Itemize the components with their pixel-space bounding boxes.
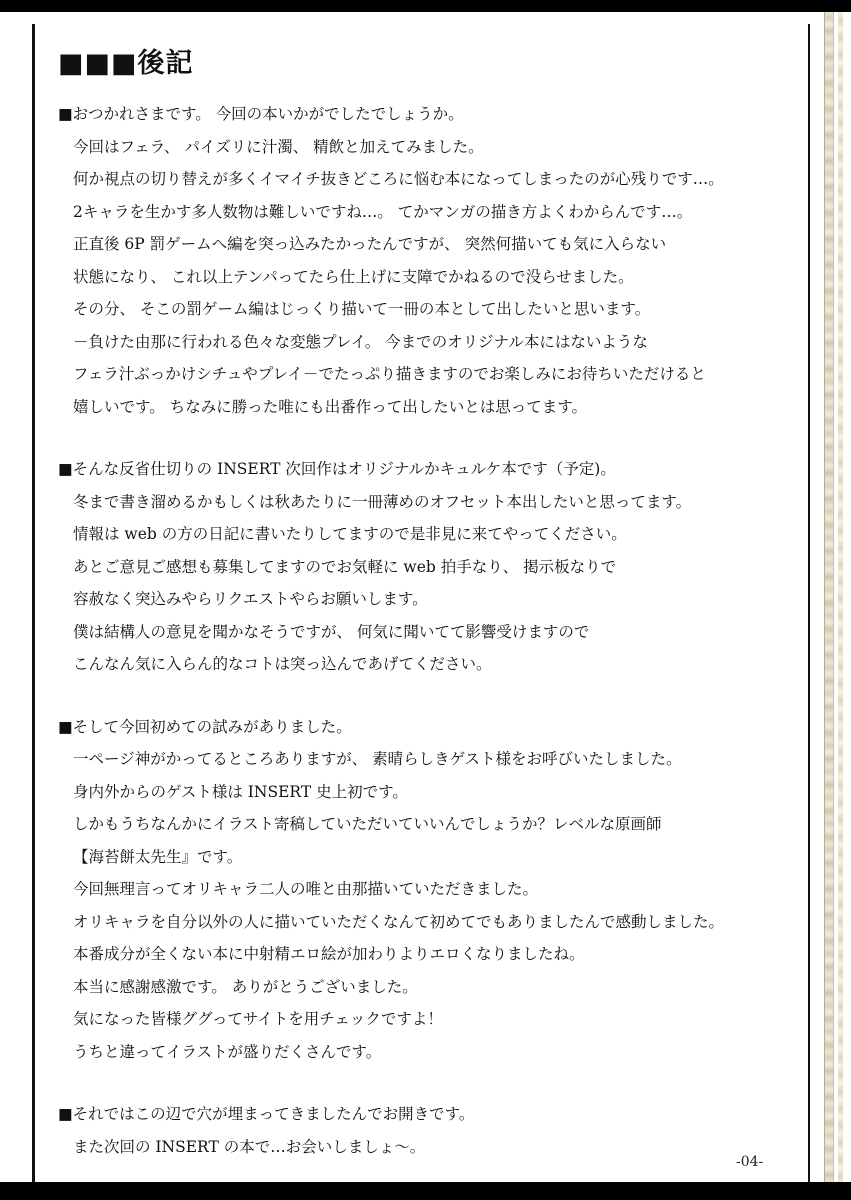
text-line: 気になった皆様ググってサイトを用チェックですよ！	[73, 1010, 443, 1028]
text-line: 本当に感謝感激です。 ありがとうございました。	[73, 977, 418, 996]
text-line: オリキャラを自分以外の人に描いていただくなんて初めてでもありましたんで感動しました。	[73, 912, 725, 931]
section-1	[58, 98, 798, 423]
text-line: ■それではこの辺で穴が埋まってきましたんでお開きです。	[58, 1105, 475, 1123]
text-line: 今回はフェラ、 パイズリに汁濁、 精飲と加えてみました。	[73, 137, 484, 156]
text-line: ■そして今回初めての試みがありました。	[58, 717, 352, 736]
page-edge-strip	[824, 12, 834, 1182]
text-line: 冬まで書き溜めるかもしくは秋あたりに一冊薄めのオフセット本出したいと思ってます。	[73, 492, 692, 511]
page-number: -04-	[736, 1154, 764, 1170]
text-line: ■おつかれさまです。 今回の本いかがでしたでしょうか。	[58, 105, 464, 123]
section-3	[58, 711, 798, 1069]
text-line: 正直後 6P 罰ゲームへ編を突っ込みたかったんですが、 突然何描いても気に入らない	[73, 235, 667, 253]
text-line: 身内外からのゲスト様は INSERT 史上初です。	[73, 782, 408, 801]
text-line: 今回無理言ってオリキャラ二人の唯と由那描いていただきました。	[73, 880, 539, 898]
text-line: 状態になり、 これ以上テンパってたら仕上げに支障でかねるので没らせました。	[73, 267, 634, 286]
text-line: 一ページ神がかってるところありますが、 素晴らしきゲスト様をお呼びいたしました。	[73, 750, 682, 768]
text-line: 情報は web の方の日記に書いたりしてますので是非見に来てやってください。	[73, 525, 627, 543]
text-line: 容赦なく突込みやらリクエストやらお願いします。	[73, 590, 428, 608]
text-line: ■そんな反省仕切りの INSERT 次回作はオリジナルかキュルケ本です（予定)。	[58, 460, 616, 478]
text-line: 嬉しいです。 ちなみに勝った唯にも出番作って出したいとは思ってます。	[73, 397, 587, 416]
page-sheet	[0, 12, 851, 1182]
text-line: 何か視点の切り替えが多くイマイチ抜きどころに悩む本になってしまったのが心残りです…。	[73, 170, 724, 188]
page-edge-strip	[838, 12, 843, 1182]
text-line: 2キャラを生かす多人数物は難しいですね…。 てかマンガの描き方よくわからんです…。	[73, 202, 693, 221]
text-line: また次回の INSERT の本で…お会いしましょ～。	[73, 1137, 426, 1156]
section-2	[58, 453, 798, 681]
text-line: あとご意見ご感想も募集してますのでお気軽に web 拍手なり、 掲示板なりで	[73, 557, 617, 576]
text-line: 本番成分が全くない本に中射精エロ絵が加わりよりエロくなりましたね。	[73, 945, 585, 963]
book-binding-edge	[810, 12, 851, 1182]
afterword-content	[58, 44, 798, 1193]
text-line: 僕は結構人の意見を聞かなそうですが、 何気に聞いてて影響受けますので	[73, 622, 590, 641]
text-line: 【海苔餅太先生』です。	[73, 847, 243, 866]
text-line: －負けた由那に行われる色々な変態プレイ。 今までのオリジナル本にはないような	[73, 332, 648, 351]
text-line: こんなん気に入らん的なコトは突っ込んであげてください。	[73, 655, 492, 673]
text-line: しかもうちなんかにイラスト寄稿していただいていいんでしょうか？レベルな原画師	[73, 815, 662, 833]
section-4	[58, 1098, 798, 1163]
page-title: ■■■後記	[58, 48, 194, 79]
text-line: フェラ汁ぶっかけシチュやプレイ－でたっぷり描きますのでお楽しみにお待ちいただけると	[73, 365, 706, 383]
text-line: うちと違ってイラストが盛りだくさんです。	[73, 1042, 382, 1061]
text-line: その分、 そこの罰ゲーム編はじっくり描いて一冊の本として出したいと思います。	[73, 300, 651, 318]
